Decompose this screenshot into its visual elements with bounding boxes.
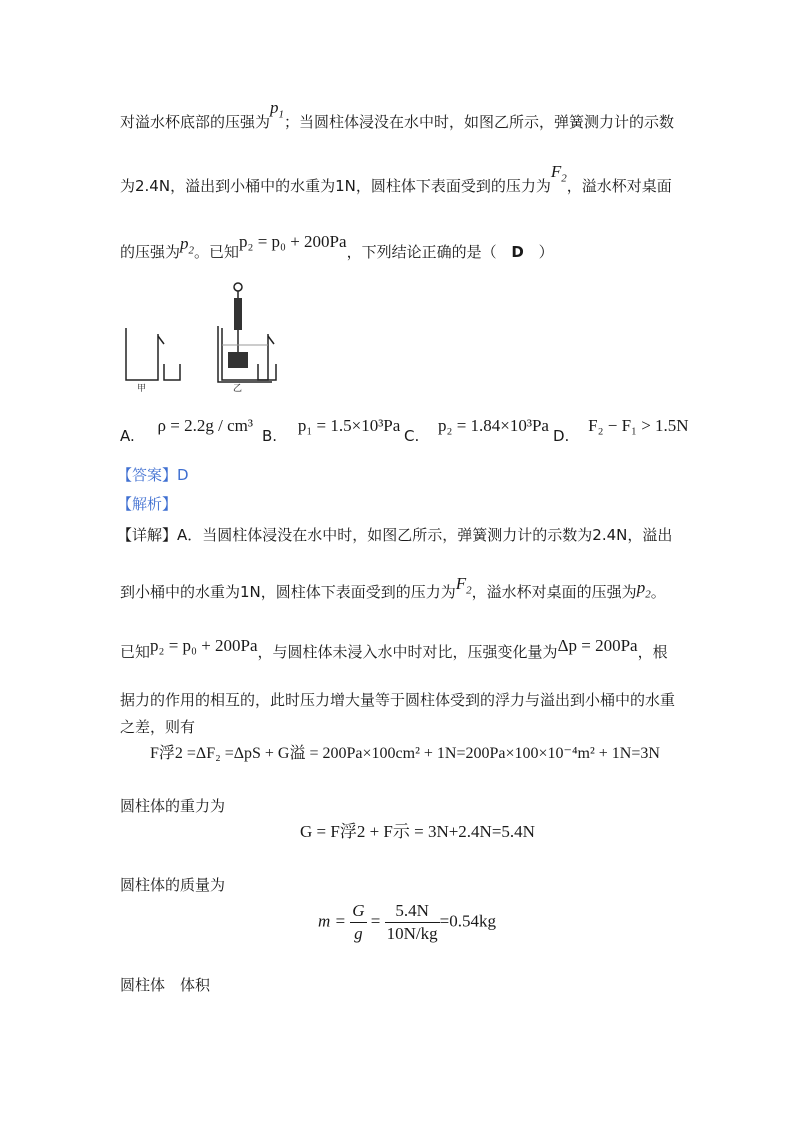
mass-label: 圆柱体的质量为 [120, 876, 226, 894]
var-p2: p [180, 234, 189, 253]
spring-scale-ring [234, 283, 242, 291]
question-text: 对溢水杯底部的压强为 [120, 113, 271, 131]
option-b: B. p₁ = 1.5×10³Pa [262, 416, 401, 445]
overflow-cup-jia [126, 328, 158, 380]
spring-scale [234, 298, 242, 330]
var-p1: p [270, 98, 279, 117]
equation-gravity: G = F浮2 + F示 = 3N+2.4N=5.4N [300, 822, 535, 841]
answer-label: 【答案】D [117, 466, 189, 484]
analysis-label: 【解析】 [117, 495, 178, 513]
option-d: D. F₂ − F₁ > 1.5N [553, 416, 689, 445]
small-bucket-jia [164, 364, 180, 380]
volume-label: 圆柱体 体积 [120, 976, 211, 994]
detail-tag: 【详解】 [117, 526, 178, 544]
label-yi: 乙 [233, 384, 243, 394]
question-text: ；当圆柱体浸没在水中时，如图乙所示，弹簧测力计的示数 [284, 113, 675, 131]
detail-line-2: 到小桶中的水重为1N，圆柱体下表面受到的压力为$F_2$，溢水杯对桌面的压强为$p_2$。 [120, 574, 666, 601]
fraction-g-over-g: $\frac{G}{g}$ [352, 901, 365, 943]
option-a: A. ρ = 2.2g / cm³ [120, 416, 253, 445]
detail-line-3: 已知p₂ = p₀ + 200Pa，与圆柱体未浸入水中时对比，压强变化量为Δp = 200Pa，根 [120, 636, 668, 661]
question-line-3: 的压强为$p_2$。已知p₂ = p₀ + 200Pa，下列结论正确的是（ D ） [120, 232, 554, 261]
option-c: C. p₂ = 1.84×10³Pa [404, 416, 549, 445]
cylinder [228, 352, 248, 368]
question-line-2: 为2.4N，溢出到小桶中的水重为1N，圆柱体下表面受到的压力为$F_2$，溢水杯对桌面 [120, 162, 672, 195]
gravity-label: 圆柱体的重力为 [120, 797, 226, 815]
question-text: 为2.4N，溢出到小桶中的水重为1N，圆柱体下表面受到的压力为 [120, 177, 551, 195]
equation-buoyancy: F浮2 =ΔF₂ =ΔpS + G溢 = 200Pa×100cm² + 1N=200Pa×100×10⁻⁴m² + 1N=3N [150, 745, 660, 762]
experiment-figure [118, 280, 288, 395]
detail-line-5: 之差，则有 [120, 718, 196, 736]
question-line-1: 对溢水杯底部的压强为$p_1$；当圆柱体浸没在水中时，如图乙所示，弹簧测力计的示数 [120, 98, 675, 131]
detail-line-4: 据力的作用的相互的，此时压力增大量等于圆柱体受到的浮力与溢出到小桶中的水重 [120, 691, 676, 709]
answer-in-paren: D [511, 243, 524, 261]
small-bucket-yi [258, 364, 276, 380]
given-formula: p₂ = p₀ + 200Pa [239, 232, 347, 251]
var-F2: F [550, 162, 562, 181]
detail-line-1: 【详解】A．当圆柱体浸没在水中时，如图乙所示，弹簧测力计的示数为2.4N，溢出 [117, 526, 673, 544]
question-text: ，溢水杯对桌面 [566, 177, 672, 195]
equation-mass: m = $\frac{G}{g}$ = $\frac{5.4N}{10N/kg}$ =0.54kg [318, 901, 496, 943]
fraction-values: $\frac{5.4N}{10N/kg}$ [386, 901, 438, 943]
label-jia: 甲 [137, 384, 147, 394]
